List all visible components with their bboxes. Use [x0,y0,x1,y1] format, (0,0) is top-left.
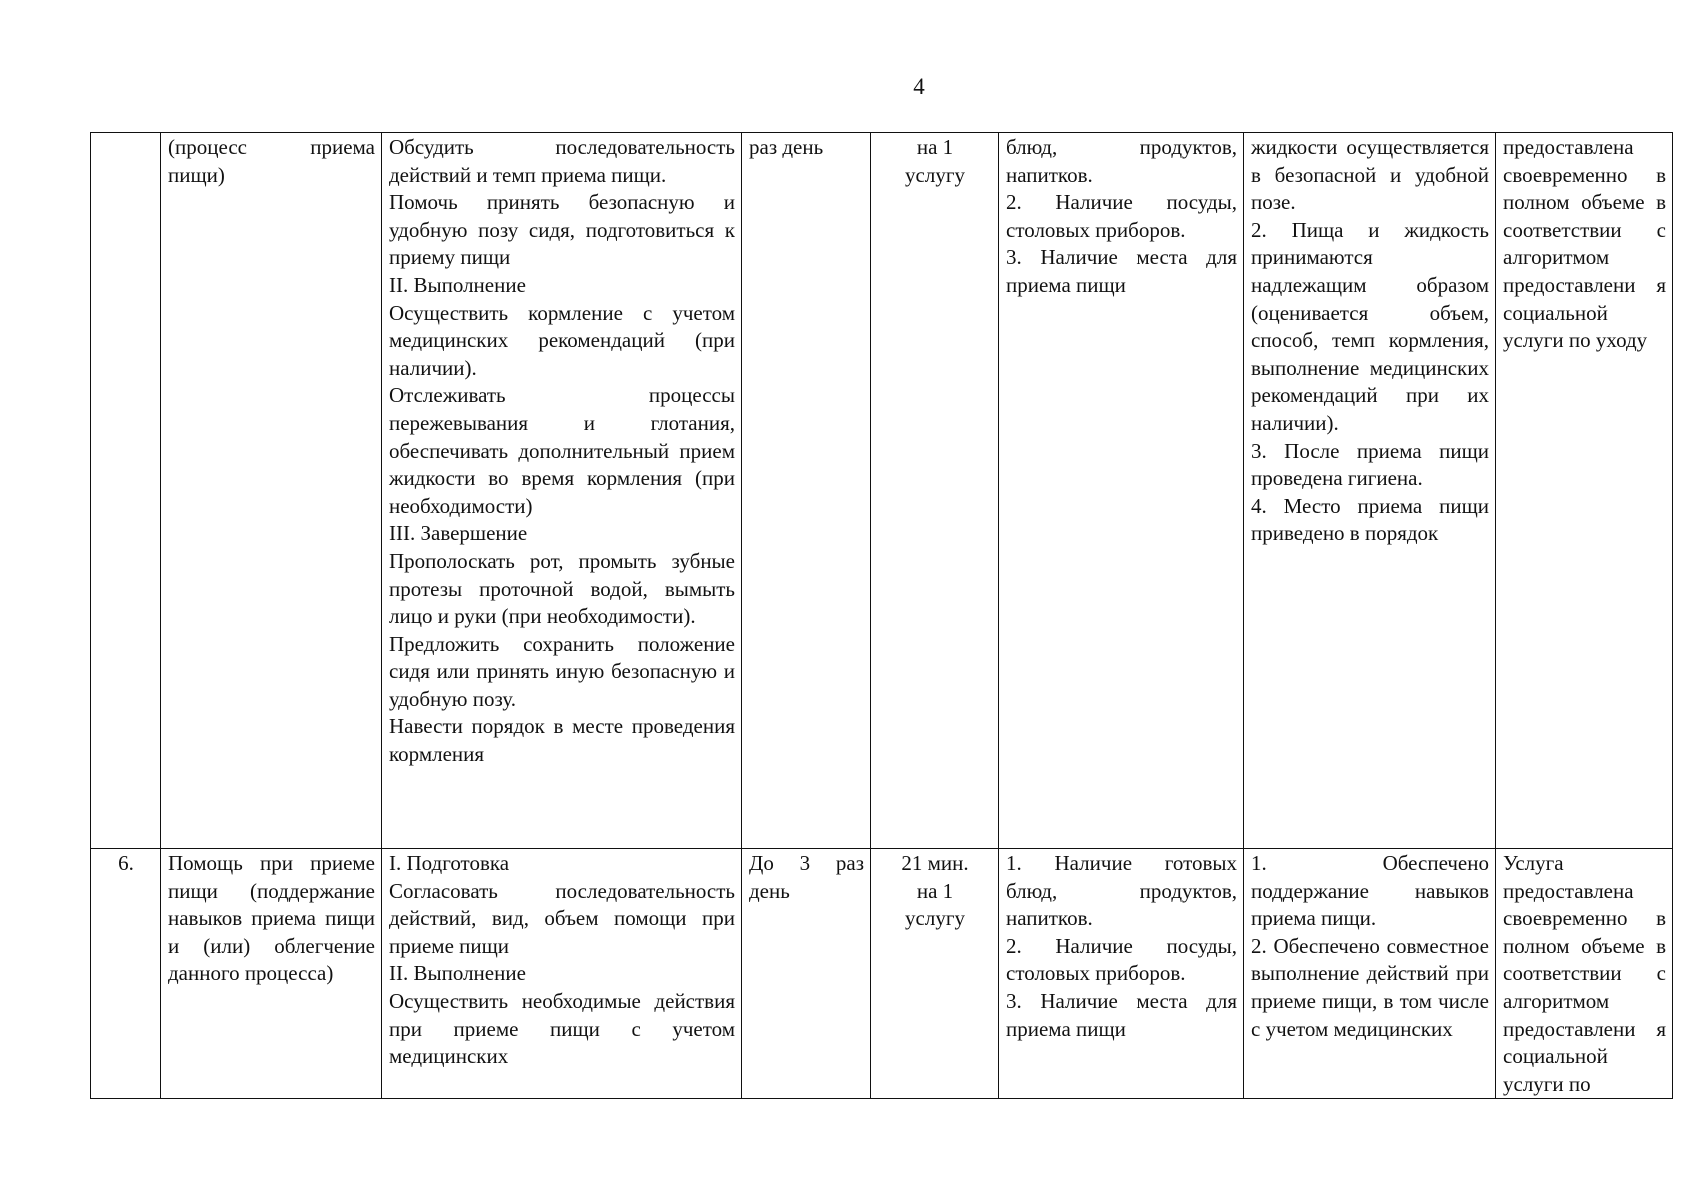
service-results: жидкости осуществляется в безопасной и удобной позе. 2. Пища и жидкость принимаются надлежащим образом (оценивается объем, способ, темп кормления, выполнение медицинских рекомендаций при их наличии). 3. После приема пищи проведена гигиена. 4. Место приема пищи приведено в порядок [1251,135,1489,546]
service-content: Обсудить последовательность действий и темп приема пищи. Помочь принять безопасную и удобную позу сидя, подготовиться к приему пищи II. Выполнение Осуществить кормление с учетом медицинских рекомендаций (при наличии). Отслеживать процессы пережевывания и глотания, обеспечивать дополнительный прием жидкости во время кормления (при необходимости) III. Завершение Прополоскать рот, промыть зубные протезы проточной водой, вымыть лицо и руки (при необходимости). Предложить сохранить положение сидя или принять иную безопасную и удобную позу. Навести порядок в месте проведения кормления [389,135,735,767]
row-number-cell [91,133,161,849]
service-conditions: блюд, продуктов, напитков. 2. Наличие посуды, столовых приборов. 3. Наличие места для приема пищи [1006,135,1237,297]
service-frequency-cell [742,849,871,1099]
service-frequency: До 3 раз день [749,851,864,903]
service-content-cell [382,849,742,1099]
service-conditions: 1. Наличие готовых блюд, продуктов, напитков. 2. Наличие посуды, столовых приборов. 3. Наличие места для приема пищи [1006,851,1237,1041]
service-time-cell [871,849,999,1099]
table-row [91,849,1673,1099]
service-name-cell [161,849,382,1099]
service-assessment: предоставлена своевременно в полном объеме в соответствии с алгоритмом предоставлени я социальной услуги по уходу [1503,135,1666,353]
service-name: (процесс приема пищи) [168,135,375,187]
service-name-cell [161,133,382,849]
service-name: Помощь при приеме пищи (поддержание навыков приема пищи и (или) облегчение данного процесса) [168,851,375,986]
service-time: 21 мин. на 1 услугу [901,851,969,931]
service-assessment-cell [1496,849,1673,1099]
service-assessment: Услуга предоставлена своевременно в полном объеме в соответствии с алгоритмом предоставлени я социальной услуги по [1503,851,1666,1096]
row-number: 6. [118,851,134,875]
service-conditions-cell [999,133,1244,849]
service-time: на 1 услугу [905,135,965,187]
service-frequency-cell [742,133,871,849]
service-content: I. Подготовка Согласовать последовательность действий, вид, объем помощи при приеме пищи II. Выполнение Осуществить необходимые действия при приеме пищи с учетом медицинских [389,851,735,1069]
service-results-cell [1244,849,1496,1099]
service-frequency: раз день [749,135,824,159]
service-results: 1. Обеспечено поддержание навыков приема пищи. 2. Обеспечено совместное выполнение действий при приеме пищи, в том числе с учетом медицинских [1251,851,1489,1041]
row-number-cell [91,849,161,1099]
services-table [90,132,1673,1099]
service-assessment-cell [1496,133,1673,849]
service-content-cell [382,133,742,849]
service-results-cell [1244,133,1496,849]
service-conditions-cell [999,849,1244,1099]
table-row [91,133,1673,849]
service-time-cell [871,133,999,849]
page-number: 4 [913,74,925,99]
